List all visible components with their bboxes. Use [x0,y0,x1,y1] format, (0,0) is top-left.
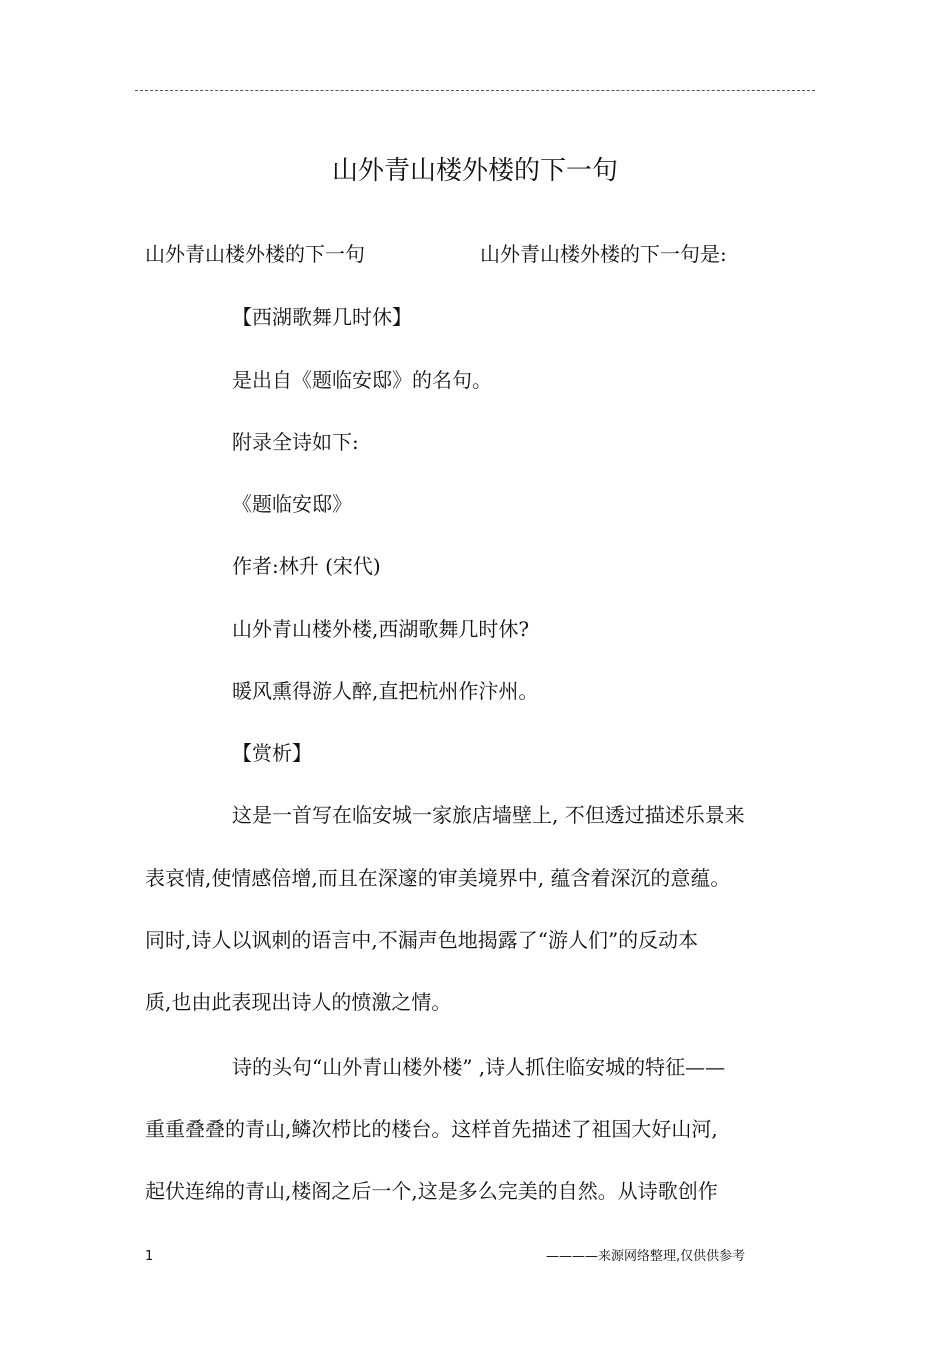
document-title: 山外青山楼外楼的下一句 [331,156,618,186]
para1-line: 表哀情,使情感倍增,而且在深邃的审美境界中, 蕴含着深沉的意蕴。 [145,866,731,890]
poem-line-1: 山外青山楼外楼,西湖歌舞几时休? [232,617,530,641]
intro-left: 山外青山楼外楼的下一句 [145,242,365,266]
header-rule [135,90,815,91]
poem-title: 《题临安邸》 [232,492,352,516]
para1-line: 这是一首写在临安城一家旅店墙壁上, 不但透过描述乐景来 [232,803,745,827]
para2-line: 重重叠叠的青山,鳞次栉比的楼台。这样首先描述了祖国大好山河, [145,1117,718,1141]
para2-line: 诗的头句“山外青山楼外楼” ,诗人抓住临安城的特征—— [232,1055,726,1079]
poem-line-2: 暖风熏得游人醉,直把杭州作汴州。 [232,679,539,703]
para1-line: 质,也由此表现出诗人的愤激之情。 [145,990,452,1014]
author-line: 作者:林升 (宋代) [232,554,381,578]
footer-note: ————来源网络整理,仅供供参考 [546,1249,746,1264]
para2-line: 起伏连绵的青山,楼阁之后一个,这是多么完美的自然。从诗歌创作 [145,1179,718,1203]
page-number: 1 [145,1249,154,1264]
appendix-line: 附录全诗如下: [232,430,359,454]
answer-line: 【西湖歌舞几时休】 [232,305,412,329]
intro-right: 山外青山楼外楼的下一句是: [480,242,727,266]
source-line: 是出自《题临安邸》的名句。 [232,368,492,392]
appreciation-heading: 【赏析】 [232,741,312,765]
para1-line: 同时,诗人以讽刺的语言中,不漏声色地揭露了“游人们”的反动本 [145,928,699,952]
